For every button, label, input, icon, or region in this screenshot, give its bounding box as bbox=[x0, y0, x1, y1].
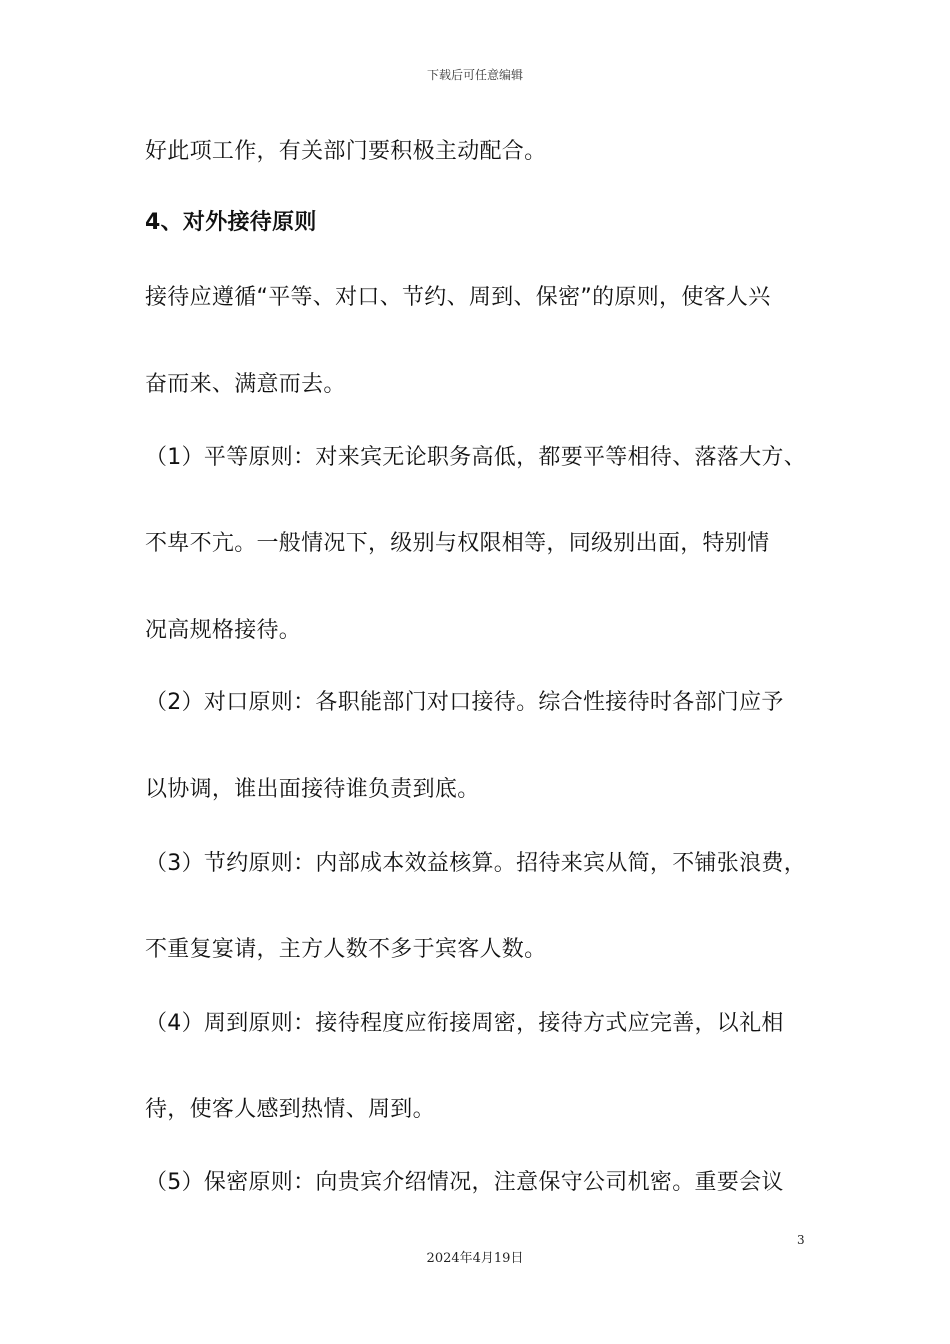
paragraph-line: 不重复宴请，主方人数不多于宾客人数。 bbox=[145, 937, 547, 962]
paragraph-line: （4）周到原则：接待程度应衔接周密，接待方式应完善，以礼相 bbox=[145, 1011, 784, 1036]
paragraph-line: 好此项工作，有关部门要积极主动配合。 bbox=[145, 139, 547, 164]
paragraph-line: （3）节约原则：内部成本效益核算。招待来宾从简，不铺张浪费， bbox=[145, 851, 806, 876]
paragraph-line: 况高规格接待。 bbox=[145, 618, 302, 643]
paragraph-line: 接待应遵循“平等、对口、节约、周到、保密”的原则，使客人兴 bbox=[145, 285, 771, 310]
paragraph-line: （1）平等原则：对来宾无论职务高低，都要平等相待、落落大方、 bbox=[145, 445, 806, 470]
paragraph-line: （5）保密原则：向贵宾介绍情况，注意保守公司机密。重要会议 bbox=[145, 1170, 784, 1195]
paragraph-line: 以协调，谁出面接待谁负责到底。 bbox=[145, 777, 480, 802]
section-heading: 4、对外接待原则 bbox=[145, 210, 317, 235]
page-header: 下载后可任意编辑 bbox=[426, 68, 523, 82]
page-number: 3 bbox=[797, 1233, 805, 1247]
page-footer-date: 2024年4月19日 bbox=[426, 1251, 524, 1266]
paragraph-line: （2）对口原则：各职能部门对口接待。综合性接待时各部门应予 bbox=[145, 690, 784, 715]
paragraph-line: 奋而来、满意而去。 bbox=[145, 372, 346, 397]
paragraph-line: 待，使客人感到热情、周到。 bbox=[145, 1097, 435, 1122]
paragraph-line: 不卑不亢。一般情况下，级别与权限相等，同级别出面，特别情 bbox=[145, 531, 770, 556]
